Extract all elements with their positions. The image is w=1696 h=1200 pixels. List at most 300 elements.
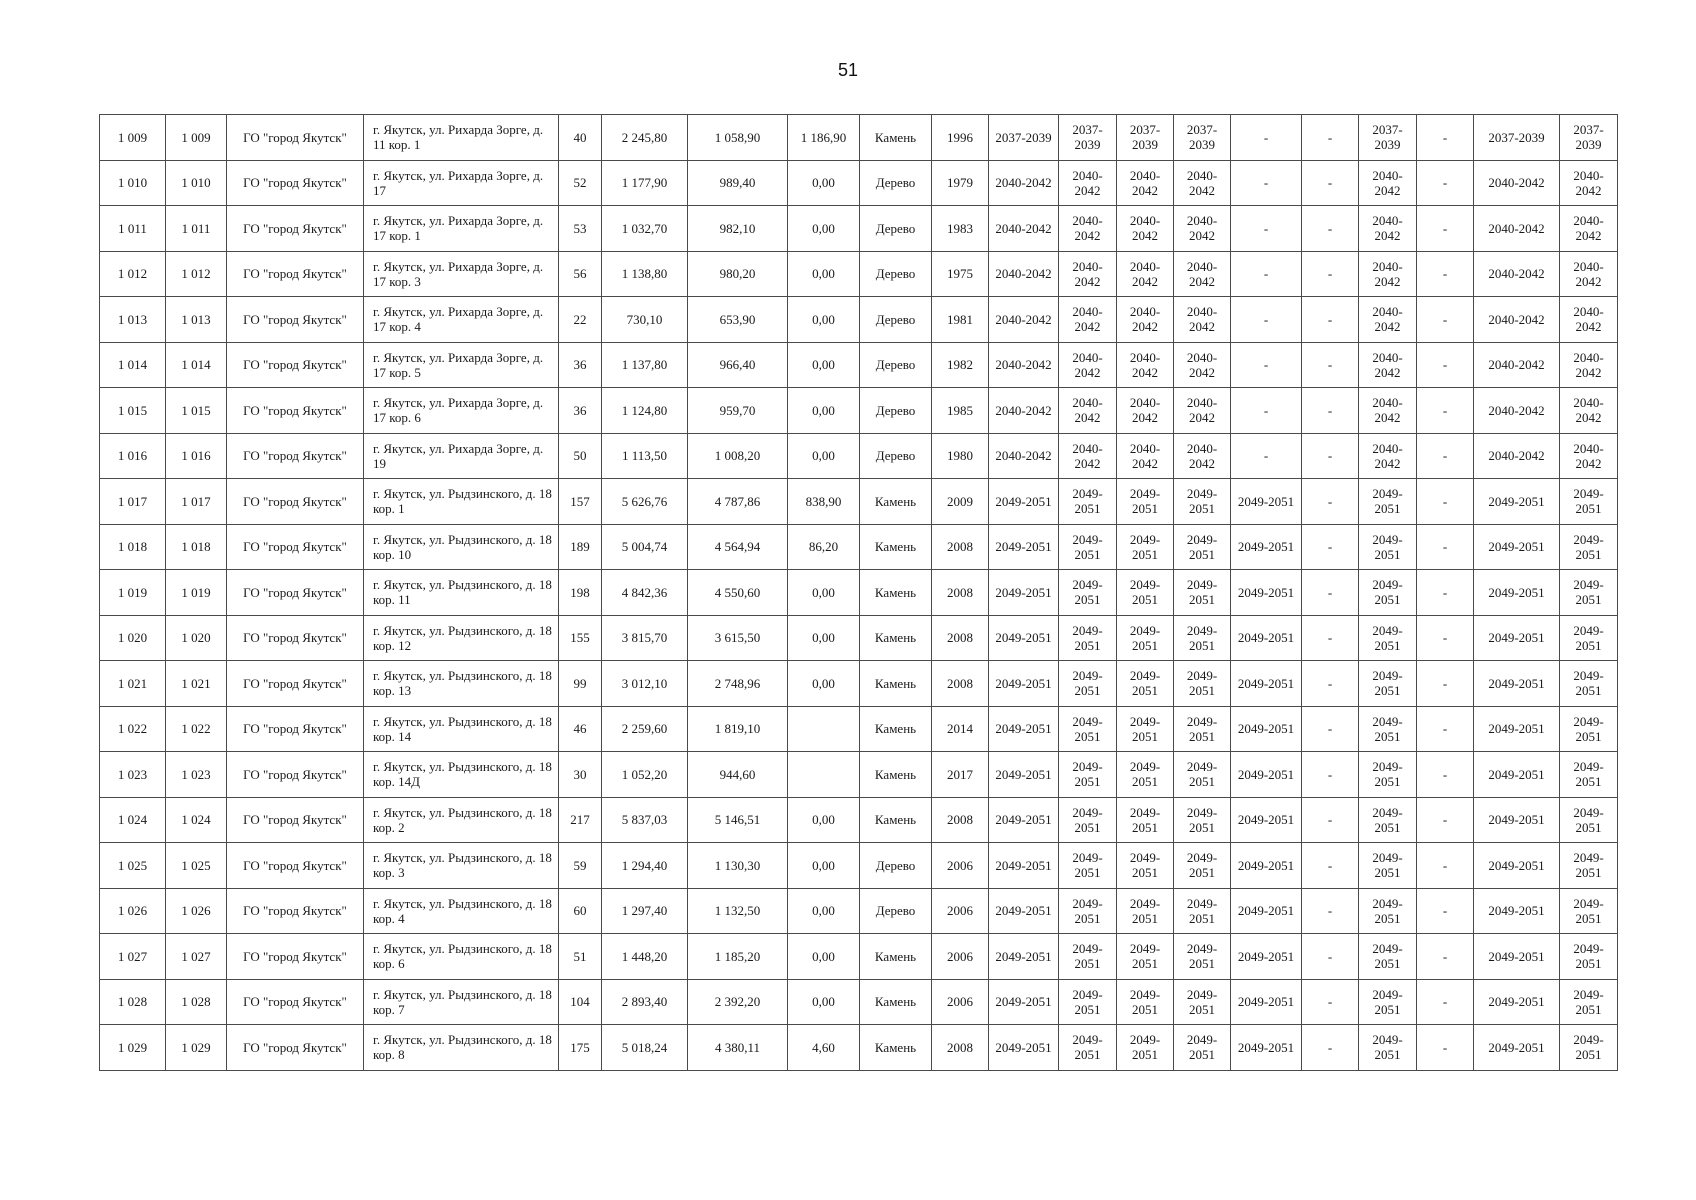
cell-period-8: - xyxy=(1417,524,1474,570)
cell-period-6: - xyxy=(1302,661,1359,707)
cell-period-7: 2040-2042 xyxy=(1359,297,1417,343)
cell-period-8: - xyxy=(1417,752,1474,798)
cell-residents: 60 xyxy=(559,888,602,934)
table-row xyxy=(100,433,1618,479)
cell-period-9: 2049-2051 xyxy=(1474,661,1560,707)
cell-period-8: - xyxy=(1417,888,1474,934)
cell-period-7: 2049-2051 xyxy=(1359,1025,1417,1071)
cell-period-1: 2049-2051 xyxy=(989,797,1059,843)
cell-period-7: 2037-2039 xyxy=(1359,115,1417,161)
cell-period-4: 2040-2042 xyxy=(1174,160,1231,206)
cell-period-5: - xyxy=(1231,251,1302,297)
cell-period-2: 2040-2042 xyxy=(1059,297,1117,343)
cell-period-6: - xyxy=(1302,206,1359,252)
cell-period-7: 2049-2051 xyxy=(1359,797,1417,843)
cell-wall-material: Камень xyxy=(860,524,932,570)
cell-period-9: 2040-2042 xyxy=(1474,388,1560,434)
cell-period-6: - xyxy=(1302,843,1359,889)
cell-total-area: 3 012,10 xyxy=(602,661,688,707)
cell-wall-material: Камень xyxy=(860,706,932,752)
cell-residents: 22 xyxy=(559,297,602,343)
cell-period-1: 2040-2042 xyxy=(989,206,1059,252)
cell-municipality: ГО "город Якутск" xyxy=(227,570,364,616)
cell-residents: 99 xyxy=(559,661,602,707)
cell-municipality: ГО "город Якутск" xyxy=(227,934,364,980)
cell-period-8: - xyxy=(1417,1025,1474,1071)
cell-period-4: 2049-2051 xyxy=(1174,797,1231,843)
cell-number: 1 027 xyxy=(100,934,166,980)
cell-period-10: 2049-2051 xyxy=(1560,797,1618,843)
cell-total-area: 1 177,90 xyxy=(602,160,688,206)
cell-period-5: 2049-2051 xyxy=(1231,752,1302,798)
cell-nonresidential-area: 86,20 xyxy=(788,524,860,570)
cell-total-area: 1 113,50 xyxy=(602,433,688,479)
cell-period-9: 2040-2042 xyxy=(1474,433,1560,479)
table-row xyxy=(100,206,1618,252)
cell-period-9: 2040-2042 xyxy=(1474,160,1560,206)
cell-nonresidential-area: 0,00 xyxy=(788,661,860,707)
cell-municipality: ГО "город Якутск" xyxy=(227,433,364,479)
cell-residents: 46 xyxy=(559,706,602,752)
cell-number-alt: 1 028 xyxy=(166,979,227,1025)
cell-period-6: - xyxy=(1302,115,1359,161)
cell-number: 1 013 xyxy=(100,297,166,343)
cell-total-area: 730,10 xyxy=(602,297,688,343)
cell-period-2: 2040-2042 xyxy=(1059,388,1117,434)
cell-number: 1 018 xyxy=(100,524,166,570)
cell-period-4: 2040-2042 xyxy=(1174,297,1231,343)
cell-municipality: ГО "город Якутск" xyxy=(227,752,364,798)
cell-year-built: 2006 xyxy=(932,888,989,934)
cell-period-10: 2040-2042 xyxy=(1560,251,1618,297)
cell-period-9: 2049-2051 xyxy=(1474,843,1560,889)
cell-period-4: 2049-2051 xyxy=(1174,979,1231,1025)
cell-residents: 104 xyxy=(559,979,602,1025)
cell-period-10: 2049-2051 xyxy=(1560,1025,1618,1071)
cell-period-7: 2049-2051 xyxy=(1359,979,1417,1025)
cell-period-4: 2040-2042 xyxy=(1174,433,1231,479)
cell-period-8: - xyxy=(1417,433,1474,479)
cell-address: г. Якутск, ул. Рыдзинского, д. 18 кор. 6 xyxy=(364,934,559,980)
cell-period-4: 2049-2051 xyxy=(1174,570,1231,616)
cell-year-built: 2008 xyxy=(932,570,989,616)
cell-residents: 157 xyxy=(559,479,602,525)
cell-period-8: - xyxy=(1417,479,1474,525)
cell-address: г. Якутск, ул. Рыдзинского, д. 18 кор. 3 xyxy=(364,843,559,889)
cell-period-1: 2049-2051 xyxy=(989,661,1059,707)
cell-number: 1 022 xyxy=(100,706,166,752)
table-row xyxy=(100,1025,1618,1071)
cell-period-4: 2049-2051 xyxy=(1174,752,1231,798)
cell-wall-material: Камень xyxy=(860,115,932,161)
cell-period-1: 2049-2051 xyxy=(989,1025,1059,1071)
cell-municipality: ГО "город Якутск" xyxy=(227,206,364,252)
cell-period-8: - xyxy=(1417,206,1474,252)
cell-period-9: 2040-2042 xyxy=(1474,342,1560,388)
cell-period-10: 2049-2051 xyxy=(1560,706,1618,752)
cell-total-area: 1 448,20 xyxy=(602,934,688,980)
cell-period-7: 2049-2051 xyxy=(1359,752,1417,798)
table-row xyxy=(100,888,1618,934)
cell-address: г. Якутск, ул. Рихарда Зорге, д. 17 кор. 5 xyxy=(364,342,559,388)
cell-period-10: 2040-2042 xyxy=(1560,160,1618,206)
cell-period-3: 2049-2051 xyxy=(1117,524,1174,570)
table-row xyxy=(100,752,1618,798)
cell-period-8: - xyxy=(1417,615,1474,661)
cell-period-6: - xyxy=(1302,342,1359,388)
cell-number-alt: 1 024 xyxy=(166,797,227,843)
cell-period-10: 2037-2039 xyxy=(1560,115,1618,161)
cell-number-alt: 1 010 xyxy=(166,160,227,206)
cell-period-1: 2049-2051 xyxy=(989,888,1059,934)
cell-number-alt: 1 018 xyxy=(166,524,227,570)
cell-year-built: 2006 xyxy=(932,843,989,889)
table-row xyxy=(100,843,1618,889)
cell-period-2: 2049-2051 xyxy=(1059,934,1117,980)
cell-period-2: 2040-2042 xyxy=(1059,206,1117,252)
cell-period-9: 2037-2039 xyxy=(1474,115,1560,161)
cell-period-7: 2049-2051 xyxy=(1359,615,1417,661)
cell-residents: 36 xyxy=(559,388,602,434)
cell-period-7: 2049-2051 xyxy=(1359,706,1417,752)
cell-residents: 52 xyxy=(559,160,602,206)
cell-period-6: - xyxy=(1302,570,1359,616)
cell-number: 1 021 xyxy=(100,661,166,707)
table-row xyxy=(100,342,1618,388)
cell-period-7: 2040-2042 xyxy=(1359,388,1417,434)
cell-period-2: 2040-2042 xyxy=(1059,433,1117,479)
table-row xyxy=(100,979,1618,1025)
cell-period-3: 2049-2051 xyxy=(1117,661,1174,707)
cell-municipality: ГО "город Якутск" xyxy=(227,251,364,297)
cell-residents: 40 xyxy=(559,115,602,161)
cell-residents: 175 xyxy=(559,1025,602,1071)
cell-period-5: - xyxy=(1231,388,1302,434)
cell-period-3: 2040-2042 xyxy=(1117,160,1174,206)
cell-period-9: 2049-2051 xyxy=(1474,1025,1560,1071)
cell-period-4: 2040-2042 xyxy=(1174,206,1231,252)
cell-residents: 56 xyxy=(559,251,602,297)
cell-period-1: 2049-2051 xyxy=(989,479,1059,525)
cell-municipality: ГО "город Якутск" xyxy=(227,797,364,843)
table-row xyxy=(100,797,1618,843)
cell-period-8: - xyxy=(1417,297,1474,343)
cell-wall-material: Дерево xyxy=(860,843,932,889)
cell-period-5: 2049-2051 xyxy=(1231,706,1302,752)
cell-address: г. Якутск, ул. Рыдзинского, д. 18 кор. 10 xyxy=(364,524,559,570)
cell-period-1: 2037-2039 xyxy=(989,115,1059,161)
cell-period-4: 2049-2051 xyxy=(1174,524,1231,570)
cell-nonresidential-area: 0,00 xyxy=(788,934,860,980)
registry-table xyxy=(99,114,1618,1071)
cell-number-alt: 1 015 xyxy=(166,388,227,434)
table-row xyxy=(100,706,1618,752)
cell-period-6: - xyxy=(1302,160,1359,206)
cell-period-6: - xyxy=(1302,797,1359,843)
cell-period-7: 2049-2051 xyxy=(1359,479,1417,525)
cell-period-5: - xyxy=(1231,206,1302,252)
cell-period-5: 2049-2051 xyxy=(1231,1025,1302,1071)
cell-wall-material: Камень xyxy=(860,661,932,707)
cell-period-3: 2040-2042 xyxy=(1117,433,1174,479)
cell-period-4: 2049-2051 xyxy=(1174,479,1231,525)
cell-total-area: 5 004,74 xyxy=(602,524,688,570)
cell-period-10: 2049-2051 xyxy=(1560,843,1618,889)
cell-total-area: 1 124,80 xyxy=(602,388,688,434)
cell-period-5: 2049-2051 xyxy=(1231,615,1302,661)
table-row xyxy=(100,524,1618,570)
cell-municipality: ГО "город Якутск" xyxy=(227,388,364,434)
cell-number-alt: 1 013 xyxy=(166,297,227,343)
cell-municipality: ГО "город Якутск" xyxy=(227,297,364,343)
registry-table-body xyxy=(100,115,1618,1071)
cell-number-alt: 1 014 xyxy=(166,342,227,388)
cell-year-built: 2009 xyxy=(932,479,989,525)
cell-wall-material: Дерево xyxy=(860,297,932,343)
cell-number-alt: 1 029 xyxy=(166,1025,227,1071)
cell-period-2: 2049-2051 xyxy=(1059,979,1117,1025)
cell-year-built: 1996 xyxy=(932,115,989,161)
table-row xyxy=(100,934,1618,980)
cell-number-alt: 1 025 xyxy=(166,843,227,889)
cell-nonresidential-area: 0,00 xyxy=(788,979,860,1025)
cell-year-built: 2014 xyxy=(932,706,989,752)
cell-residential-area: 959,70 xyxy=(688,388,788,434)
cell-residents: 155 xyxy=(559,615,602,661)
cell-period-3: 2049-2051 xyxy=(1117,1025,1174,1071)
cell-wall-material: Дерево xyxy=(860,251,932,297)
cell-period-1: 2040-2042 xyxy=(989,342,1059,388)
cell-period-8: - xyxy=(1417,706,1474,752)
cell-wall-material: Камень xyxy=(860,752,932,798)
cell-period-2: 2049-2051 xyxy=(1059,706,1117,752)
cell-residential-area: 2 748,96 xyxy=(688,661,788,707)
cell-period-7: 2049-2051 xyxy=(1359,888,1417,934)
cell-nonresidential-area: 4,60 xyxy=(788,1025,860,1071)
cell-period-4: 2049-2051 xyxy=(1174,706,1231,752)
cell-period-1: 2049-2051 xyxy=(989,570,1059,616)
cell-wall-material: Дерево xyxy=(860,433,932,479)
cell-year-built: 1979 xyxy=(932,160,989,206)
cell-number-alt: 1 021 xyxy=(166,661,227,707)
cell-total-area: 5 837,03 xyxy=(602,797,688,843)
cell-period-4: 2049-2051 xyxy=(1174,843,1231,889)
cell-period-3: 2040-2042 xyxy=(1117,297,1174,343)
cell-period-7: 2040-2042 xyxy=(1359,433,1417,479)
cell-number: 1 012 xyxy=(100,251,166,297)
table-row xyxy=(100,479,1618,525)
cell-period-10: 2040-2042 xyxy=(1560,342,1618,388)
cell-address: г. Якутск, ул. Рихарда Зорге, д. 17 кор. 1 xyxy=(364,206,559,252)
cell-wall-material: Камень xyxy=(860,797,932,843)
cell-number: 1 014 xyxy=(100,342,166,388)
cell-period-6: - xyxy=(1302,934,1359,980)
table-row xyxy=(100,115,1618,161)
cell-nonresidential-area: 0,00 xyxy=(788,388,860,434)
cell-period-7: 2040-2042 xyxy=(1359,160,1417,206)
cell-period-5: 2049-2051 xyxy=(1231,979,1302,1025)
cell-period-1: 2049-2051 xyxy=(989,615,1059,661)
cell-nonresidential-area: 0,00 xyxy=(788,297,860,343)
cell-total-area: 1 052,20 xyxy=(602,752,688,798)
cell-period-5: - xyxy=(1231,433,1302,479)
cell-period-9: 2049-2051 xyxy=(1474,888,1560,934)
cell-wall-material: Дерево xyxy=(860,388,932,434)
cell-year-built: 1985 xyxy=(932,388,989,434)
cell-year-built: 2006 xyxy=(932,979,989,1025)
cell-total-area: 2 245,80 xyxy=(602,115,688,161)
cell-nonresidential-area: 0,00 xyxy=(788,888,860,934)
cell-address: г. Якутск, ул. Рыдзинского, д. 18 кор. 13 xyxy=(364,661,559,707)
cell-period-1: 2049-2051 xyxy=(989,752,1059,798)
table-row xyxy=(100,160,1618,206)
cell-number-alt: 1 027 xyxy=(166,934,227,980)
cell-period-5: 2049-2051 xyxy=(1231,843,1302,889)
cell-period-4: 2040-2042 xyxy=(1174,342,1231,388)
cell-period-10: 2049-2051 xyxy=(1560,934,1618,980)
cell-municipality: ГО "город Якутск" xyxy=(227,706,364,752)
cell-address: г. Якутск, ул. Рыдзинского, д. 18 кор. 11 xyxy=(364,570,559,616)
cell-residential-area: 3 615,50 xyxy=(688,615,788,661)
cell-nonresidential-area: 0,00 xyxy=(788,570,860,616)
cell-period-9: 2049-2051 xyxy=(1474,934,1560,980)
table-row xyxy=(100,570,1618,616)
cell-total-area: 1 297,40 xyxy=(602,888,688,934)
cell-nonresidential-area: 0,00 xyxy=(788,433,860,479)
cell-residential-area: 944,60 xyxy=(688,752,788,798)
cell-wall-material: Камень xyxy=(860,934,932,980)
cell-total-area: 1 294,40 xyxy=(602,843,688,889)
table-row xyxy=(100,388,1618,434)
cell-total-area: 5 626,76 xyxy=(602,479,688,525)
cell-address: г. Якутск, ул. Рихарда Зорге, д. 17 кор. 3 xyxy=(364,251,559,297)
cell-period-3: 2040-2042 xyxy=(1117,388,1174,434)
cell-period-5: 2049-2051 xyxy=(1231,661,1302,707)
cell-period-4: 2049-2051 xyxy=(1174,888,1231,934)
cell-nonresidential-area: 0,00 xyxy=(788,342,860,388)
cell-period-9: 2049-2051 xyxy=(1474,979,1560,1025)
cell-address: г. Якутск, ул. Рыдзинского, д. 18 кор. 8 xyxy=(364,1025,559,1071)
cell-address: г. Якутск, ул. Рихарда Зорге, д. 17 xyxy=(364,160,559,206)
cell-period-7: 2049-2051 xyxy=(1359,661,1417,707)
cell-total-area: 4 842,36 xyxy=(602,570,688,616)
cell-period-10: 2049-2051 xyxy=(1560,979,1618,1025)
cell-period-6: - xyxy=(1302,615,1359,661)
cell-period-4: 2040-2042 xyxy=(1174,388,1231,434)
cell-residents: 50 xyxy=(559,433,602,479)
cell-period-3: 2049-2051 xyxy=(1117,797,1174,843)
cell-period-2: 2049-2051 xyxy=(1059,479,1117,525)
cell-year-built: 2008 xyxy=(932,661,989,707)
cell-period-2: 2040-2042 xyxy=(1059,251,1117,297)
cell-period-9: 2049-2051 xyxy=(1474,524,1560,570)
cell-municipality: ГО "город Якутск" xyxy=(227,115,364,161)
cell-period-10: 2049-2051 xyxy=(1560,615,1618,661)
cell-residents: 53 xyxy=(559,206,602,252)
cell-period-6: - xyxy=(1302,524,1359,570)
cell-municipality: ГО "город Якутск" xyxy=(227,1025,364,1071)
cell-period-3: 2049-2051 xyxy=(1117,888,1174,934)
cell-period-8: - xyxy=(1417,115,1474,161)
page-number: 51 xyxy=(837,60,859,80)
cell-wall-material: Дерево xyxy=(860,160,932,206)
cell-period-8: - xyxy=(1417,388,1474,434)
cell-period-9: 2049-2051 xyxy=(1474,706,1560,752)
cell-period-10: 2049-2051 xyxy=(1560,524,1618,570)
cell-year-built: 2017 xyxy=(932,752,989,798)
cell-period-9: 2049-2051 xyxy=(1474,570,1560,616)
cell-residential-area: 1 130,30 xyxy=(688,843,788,889)
cell-period-4: 2040-2042 xyxy=(1174,251,1231,297)
cell-number-alt: 1 016 xyxy=(166,433,227,479)
cell-number: 1 016 xyxy=(100,433,166,479)
cell-period-5: - xyxy=(1231,342,1302,388)
cell-period-5: - xyxy=(1231,297,1302,343)
cell-wall-material: Камень xyxy=(860,479,932,525)
cell-residents: 59 xyxy=(559,843,602,889)
cell-year-built: 1983 xyxy=(932,206,989,252)
cell-year-built: 1981 xyxy=(932,297,989,343)
cell-wall-material: Камень xyxy=(860,979,932,1025)
cell-number-alt: 1 023 xyxy=(166,752,227,798)
cell-nonresidential-area xyxy=(788,752,860,798)
cell-period-6: - xyxy=(1302,888,1359,934)
cell-period-9: 2040-2042 xyxy=(1474,251,1560,297)
cell-residential-area: 989,40 xyxy=(688,160,788,206)
cell-period-4: 2049-2051 xyxy=(1174,615,1231,661)
cell-year-built: 2008 xyxy=(932,797,989,843)
cell-nonresidential-area: 0,00 xyxy=(788,160,860,206)
cell-period-2: 2049-2051 xyxy=(1059,843,1117,889)
cell-period-3: 2037-2039 xyxy=(1117,115,1174,161)
cell-period-6: - xyxy=(1302,297,1359,343)
cell-period-6: - xyxy=(1302,479,1359,525)
registry-table-container xyxy=(99,114,1617,1071)
cell-period-4: 2049-2051 xyxy=(1174,1025,1231,1071)
cell-period-7: 2040-2042 xyxy=(1359,251,1417,297)
cell-period-10: 2040-2042 xyxy=(1560,297,1618,343)
cell-residents: 189 xyxy=(559,524,602,570)
cell-period-10: 2049-2051 xyxy=(1560,570,1618,616)
cell-wall-material: Дерево xyxy=(860,206,932,252)
cell-period-9: 2040-2042 xyxy=(1474,206,1560,252)
cell-residents: 198 xyxy=(559,570,602,616)
cell-period-8: - xyxy=(1417,570,1474,616)
cell-period-3: 2040-2042 xyxy=(1117,251,1174,297)
cell-period-2: 2037-2039 xyxy=(1059,115,1117,161)
cell-residential-area: 4 380,11 xyxy=(688,1025,788,1071)
cell-address: г. Якутск, ул. Рихарда Зорге, д. 17 кор. 6 xyxy=(364,388,559,434)
cell-period-10: 2049-2051 xyxy=(1560,479,1618,525)
cell-period-1: 2040-2042 xyxy=(989,251,1059,297)
cell-residential-area: 1 819,10 xyxy=(688,706,788,752)
cell-residential-area: 1 132,50 xyxy=(688,888,788,934)
cell-residential-area: 980,20 xyxy=(688,251,788,297)
cell-period-2: 2049-2051 xyxy=(1059,661,1117,707)
cell-address: г. Якутск, ул. Рыдзинского, д. 18 кор. 7 xyxy=(364,979,559,1025)
cell-number-alt: 1 026 xyxy=(166,888,227,934)
cell-period-5: 2049-2051 xyxy=(1231,934,1302,980)
cell-period-6: - xyxy=(1302,752,1359,798)
cell-nonresidential-area: 0,00 xyxy=(788,797,860,843)
cell-address: г. Якутск, ул. Рыдзинского, д. 18 кор. 14Д xyxy=(364,752,559,798)
cell-wall-material: Дерево xyxy=(860,342,932,388)
cell-period-10: 2040-2042 xyxy=(1560,206,1618,252)
cell-address: г. Якутск, ул. Рыдзинского, д. 18 кор. 14 xyxy=(364,706,559,752)
cell-period-1: 2049-2051 xyxy=(989,524,1059,570)
cell-period-3: 2049-2051 xyxy=(1117,615,1174,661)
cell-period-5: - xyxy=(1231,160,1302,206)
